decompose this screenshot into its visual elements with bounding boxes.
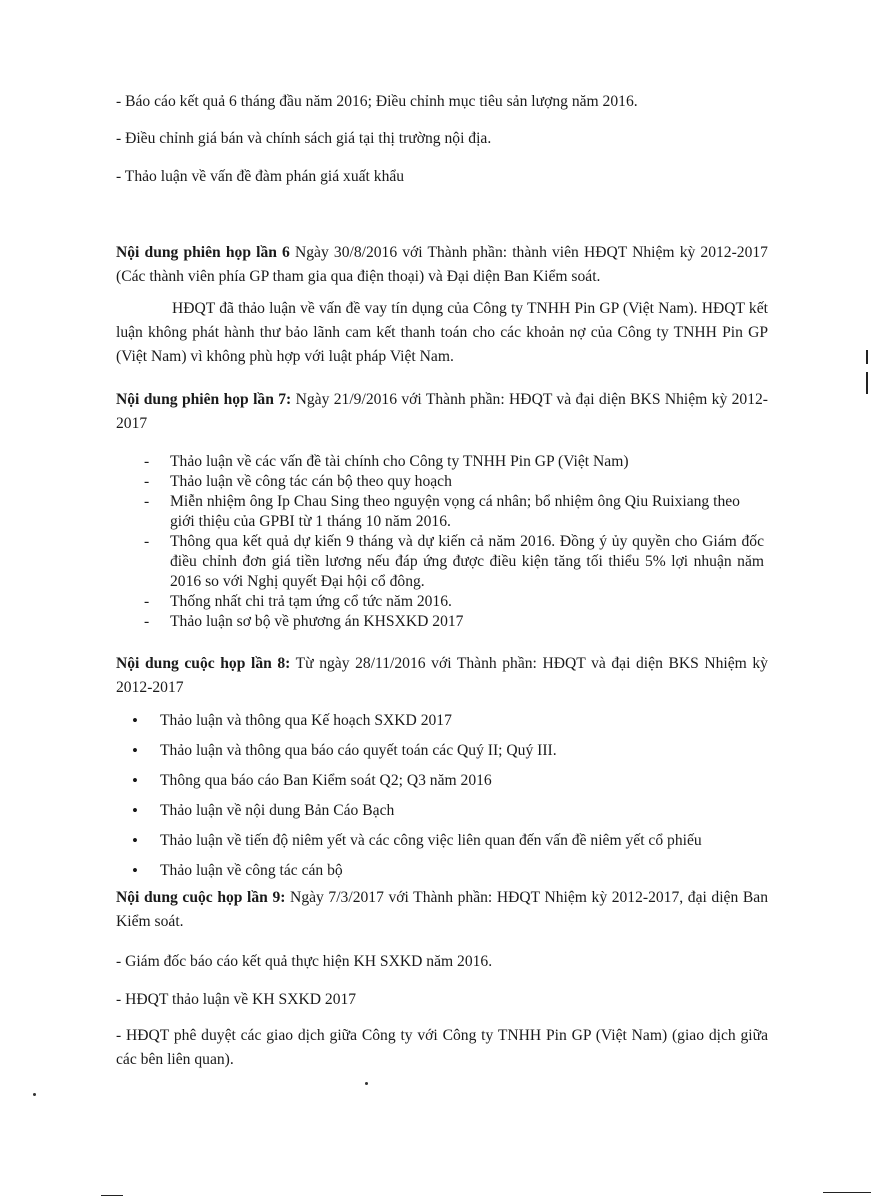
meeting6-desc: Ngày 30/8/2016 với Thành phần: thành viên HĐQT Nhiệm kỳ 2012-2017 (Các thành viên phía GP tham gia qua điện thoại) và Đại diện Ban Kiểm soát.: [116, 244, 768, 285]
scan-dot: [365, 1082, 368, 1085]
meeting8-desc: Từ ngày 28/11/2016 với Thành phần: HĐQT và đại diện BKS Nhiệm kỳ 2012-2017: [116, 655, 768, 696]
intro-item-1: - Báo cáo kết quả 6 tháng đầu năm 2016; Điều chỉnh mục tiêu sản lượng năm 2016.: [116, 93, 638, 110]
meeting6-body: HĐQT đã thảo luận về vấn đề vay tín dụng của Công ty TNHH Pin GP (Việt Nam). HĐQT kết luận không phát hành thư bảo lãnh cam kết thanh toán cho các khoản nợ của Công ty TNHH Pin GP (Việt Nam) vì không phù hợp với luật pháp Việt Nam.: [116, 300, 768, 365]
intro-item-3: - Thảo luận về vấn đề đàm phán giá xuất khẩu: [116, 168, 405, 185]
meeting9-paragraph: [116, 886, 768, 934]
meeting9-heading: Nội dung cuộc họp lần 9:: [116, 889, 286, 906]
meeting9-item-2: - HĐQT thảo luận về KH SXKD 2017: [116, 991, 357, 1008]
scan-dot: [33, 1093, 36, 1096]
list-item: • Thảo luận và thông qua Kế hoạch SXKD 2017: [132, 706, 772, 736]
meeting8-paragraph: [116, 652, 768, 700]
meeting8-list: [132, 706, 772, 886]
list-item: - Thông qua kết quả dự kiến 9 tháng và dự kiến cả năm 2016. Đồng ý ủy quyền cho Giám đốc điều chỉnh đơn giá tiền lương nếu đáp ứng được điều kiện tăng tối thiểu 5% lợi nhuận năm 2016 so với Nghị quyết Đại hội cổ đông.: [144, 532, 764, 592]
scan-line-bottom-right: [823, 1192, 871, 1193]
list-item: • Thảo luận về nội dung Bản Cáo Bạch: [132, 796, 772, 826]
meeting7-paragraph: [116, 388, 768, 436]
list-item: - Thảo luận sơ bộ về phương án KHSXKD 2017: [144, 612, 764, 632]
meeting9-item-1: - Giám đốc báo cáo kết quả thực hiện KH SXKD năm 2016.: [116, 953, 493, 970]
list-item: - Miễn nhiệm ông Ip Chau Sing theo nguyện vọng cá nhân; bổ nhiệm ông Qiu Ruixiang theo giới thiệu của GPBI từ 1 tháng 10 năm 2016.: [144, 492, 764, 532]
intro-item-2: - Điều chỉnh giá bán và chính sách giá tại thị trường nội địa.: [116, 130, 492, 147]
meeting7-list: [144, 452, 764, 632]
meeting6-paragraph: [116, 241, 768, 289]
meeting7-desc: Ngày 21/9/2016 với Thành phần: HĐQT và đại diện BKS Nhiệm kỳ 2012-2017: [116, 391, 769, 432]
list-item: • Thảo luận về công tác cán bộ: [132, 856, 772, 886]
meeting6-heading: Nội dung phiên họp lần 6: [116, 244, 290, 261]
meeting8-heading: Nội dung cuộc họp lần 8:: [116, 655, 291, 672]
meeting9-item-3: - HĐQT phê duyệt các giao dịch giữa Công ty với Công ty TNHH Pin GP (Việt Nam) (giao dịch giữa các bên liên quan).: [116, 1027, 768, 1068]
meeting7-heading: Nội dung phiên họp lần 7:: [116, 391, 292, 408]
scan-mark-right-2: [866, 372, 868, 394]
list-item: - Thảo luận về các vấn đề tài chính cho Công ty TNHH Pin GP (Việt Nam): [144, 452, 764, 472]
list-item: • Thảo luận và thông qua báo cáo quyết toán các Quý II; Quý III.: [132, 736, 772, 766]
scan-mark-right-1: [866, 350, 868, 364]
list-item: • Thảo luận về tiến độ niêm yết và các công việc liên quan đến vấn đề niêm yết cổ phiếu: [132, 826, 772, 856]
scan-line-bottom-left: [101, 1195, 123, 1196]
list-item: - Thống nhất chi trả tạm ứng cổ tức năm 2016.: [144, 592, 764, 612]
meeting9-desc: Ngày 7/3/2017 với Thành phần: HĐQT Nhiệm kỳ 2012-2017, đại diện Ban Kiểm soát.: [116, 889, 768, 930]
list-item: • Thông qua báo cáo Ban Kiểm soát Q2; Q3 năm 2016: [132, 766, 772, 796]
list-item: - Thảo luận về công tác cán bộ theo quy hoạch: [144, 472, 764, 492]
